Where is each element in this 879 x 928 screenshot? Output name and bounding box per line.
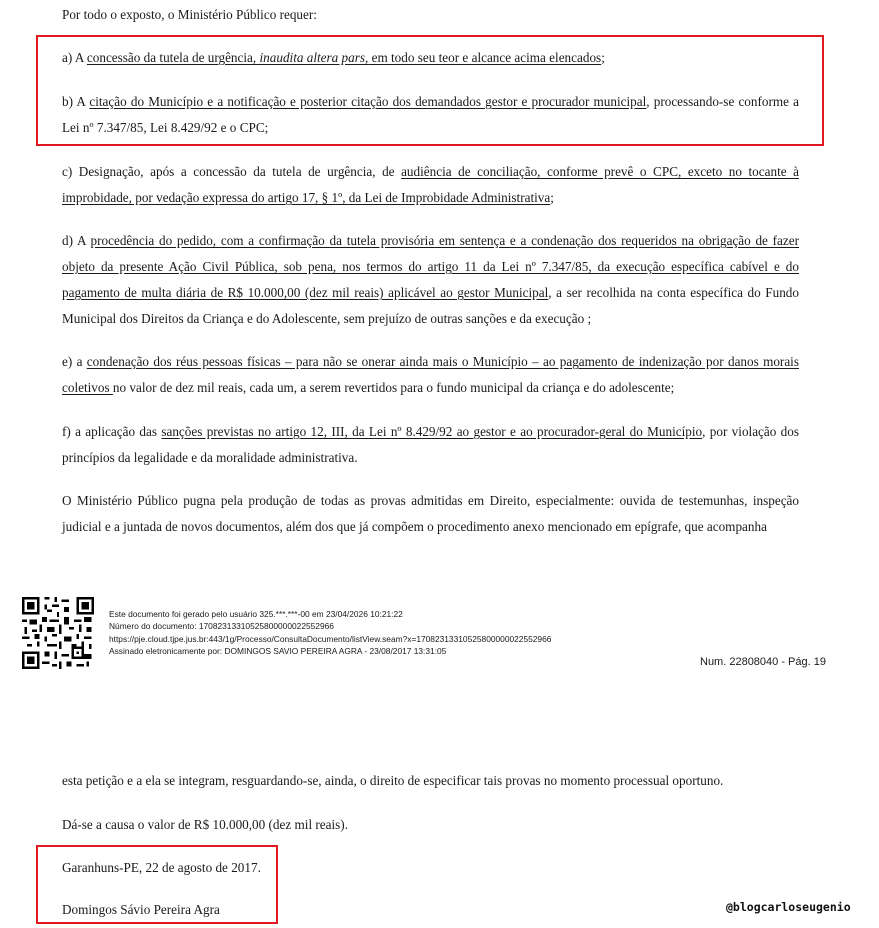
item-f: f) a aplicação das sanções previstas no artigo 12, III, da Lei nº 8.429/92 ao gestor e ao procurador-geral do Município, por violação dos princípios da legalidade e da moralidade administrativa. (62, 424, 800, 465)
footer-document-number: Número do documento: 17082313310525800000022552966 (109, 621, 334, 632)
item-d: d) A procedência do pedido, com a confirmação da tutela provisória em sentença e a condenação dos requeridos na obrigação de fazer objeto da presente Ação Civil Pública, sob pena, nos termos do artigo 11 da Lei nº 7.347/85, da execução específica cabível e do pagamento de multa diária de R$ 10.000,00 (dez mil reais) aplicável ao gestor Municipal, a ser recolhida na conta específica do Fundo Municipal dos Direitos da Criança e do Adolescente, sem prejuízo de outras sanções e da execução ; (62, 233, 799, 326)
highlight-box-top (36, 35, 824, 146)
page-number: Num. 22808040 - Pág. 19 (700, 656, 826, 668)
item-b: b) A citação do Município e a notificação e posterior citação dos demandados gestor e procurador municipal, processando-se conforme a Lei nº 7.347/85, Lei 8.429/92 e o CPC; (62, 94, 799, 135)
place-date: Garanhuns-PE, 22 de agosto de 2017. (62, 860, 261, 875)
signature-footer (109, 608, 551, 658)
footer-signed-by: Assinado eletronicamente por: DOMINGOS SAVIO PEREIRA AGRA - 23/08/2017 13:31:05 (109, 646, 447, 657)
highlight-box-bottom (36, 845, 278, 924)
intro-paragraph: Por todo o exposto, o Ministério Público requer: (62, 7, 317, 22)
footer-url: https://pje.cloud.tjpe.jus.br:443/1g/Processo/ConsultaDocumento/listView.seam?x=17082313310525800000022552966 (109, 633, 552, 644)
item-e: e) a condenação dos réus pessoas físicas – para não se onerar ainda mais o Município – ao pagamento de indenização por danos morais coletivos no valor de dez mil reais, cada um, a serem revertidos para o fundo municipal da criança e do adolescente; (62, 354, 799, 395)
footer-generated-by: Este documento foi gerado pelo usuário 325.***.***-00 em 23/04/2026 10:21:22 (109, 609, 403, 619)
valor-paragraph: Dá-se a causa o valor de R$ 10.000,00 (dez mil reais). (62, 817, 348, 832)
signer-name: Domingos Sávio Pereira Agra (62, 902, 220, 917)
item-a: a) A concessão da tutela de urgência, inaudita altera pars, em todo seu teor e alcance acima elencados; (62, 50, 605, 65)
provas-paragraph: O Ministério Público pugna pela produção de todas as provas admitidas em Direito, especialmente: ouvida de testemunhas, inspeção judicial e a juntada de novos documentos, além dos que já compõem o procedimento anexo mencionado em epígrafe, que acompanha (62, 493, 799, 534)
item-a-underlined: concessão da tutela de urgência, inaudita altera pars, em todo seu teor e alcance acima elencados (86, 50, 602, 65)
qr-code-icon (22, 597, 94, 669)
item-c: c) Designação, após a concessão da tutela de urgência, de audiência de conciliação, conforme prevê o CPC, exceto no tocante à improbidade, por vedação expressa do artigo 17, § 1º, da Lei de Improbidade Administrativa; (62, 164, 799, 205)
continuation-paragraph: esta petição e a ela se integram, resguardando-se, ainda, o direito de especificar tais provas no momento processual oportuno. (62, 773, 724, 788)
watermark: @blogcarloseugenio (726, 900, 851, 914)
